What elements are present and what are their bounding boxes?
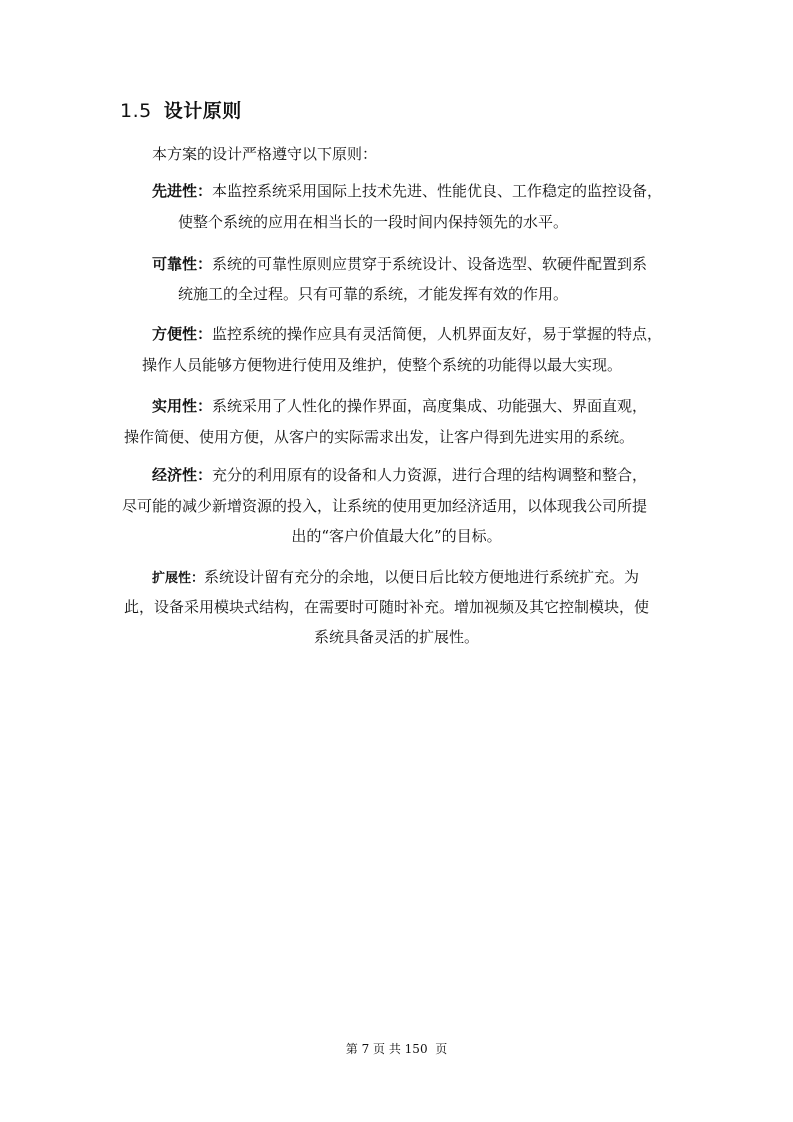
principle-convenient-line-2: 操作人员能够方便物进行使用及维护，使整个系统的功能得以最大实现。: [142, 356, 623, 374]
principle-extensible-line-3: 系统具备灵活的扩展性。: [313, 628, 479, 646]
section-number: 1.5: [120, 100, 152, 122]
principle-practical-label: 实用性：: [152, 397, 213, 415]
principle-practical-line-1: [152, 396, 647, 416]
principle-reliable-line-1: [152, 254, 647, 274]
principle-reliable-label: 可靠性：: [152, 255, 213, 273]
principle-economic-label: 经济性：: [152, 466, 213, 484]
principle-economic-line-1: [152, 465, 647, 485]
principle-convenient-label: 方便性：: [152, 325, 213, 343]
principle-convenient-line-1: [152, 324, 662, 344]
principle-advanced-label: 先进性：: [152, 182, 213, 200]
principle-advanced-line-1: [152, 181, 662, 201]
section-heading: [120, 96, 242, 123]
intro-paragraph: 本方案的设计严格遵守以下原则：: [152, 145, 378, 163]
principle-extensible-line-2: 此，设备采用模块式结构，在需要时可随时补充。增加视频及其它控制模块，使: [124, 598, 650, 616]
principle-practical-text-1: 系统采用了人性化的操作界面，高度集成、功能强大、界面直观，: [212, 397, 648, 415]
principle-economic-text-1: 充分的利用原有的设备和人力资源，进行合理的结构调整和整合，: [212, 466, 648, 484]
principle-advanced-text-1: 本监控系统采用国际上技术先进、性能优良、工作稳定的监控设备，: [212, 182, 663, 200]
principle-reliable-text-1: 系统的可靠性原则应贯穿于系统设计、设备选型、软硬件配置到系: [212, 255, 648, 273]
principle-advanced-line-2: 使整个系统的应用在相当长的一段时间内保持领先的水平。: [178, 213, 569, 231]
section-title: 设计原则: [163, 100, 242, 122]
principle-economic-line-3: 出的“客户价值最大化”的目标。: [291, 527, 502, 545]
principle-extensible-text-1: 系统设计留有充分的余地，以便日后比较方便地进行系统扩充。为: [204, 568, 640, 586]
principle-extensible-label: 扩展性：: [152, 571, 205, 586]
principle-reliable-line-2: 统施工的全过程。只有可靠的系统，才能发挥有效的作用。: [178, 285, 569, 303]
page-footer: 第 7 页 共 150 页: [345, 1042, 448, 1056]
principle-extensible-line-1: [152, 567, 639, 589]
principle-economic-line-2: 尽可能的减少新增资源的投入，让系统的使用更加经济适用，以体现我公司所提: [122, 497, 648, 515]
principle-convenient-text-1: 监控系统的操作应具有灵活简便，人机界面友好，易于掌握的特点，: [212, 325, 663, 343]
principle-practical-line-2: 操作简便、使用方便，从客户的实际需求出发，让客户得到先进实用的系统。: [124, 428, 635, 446]
